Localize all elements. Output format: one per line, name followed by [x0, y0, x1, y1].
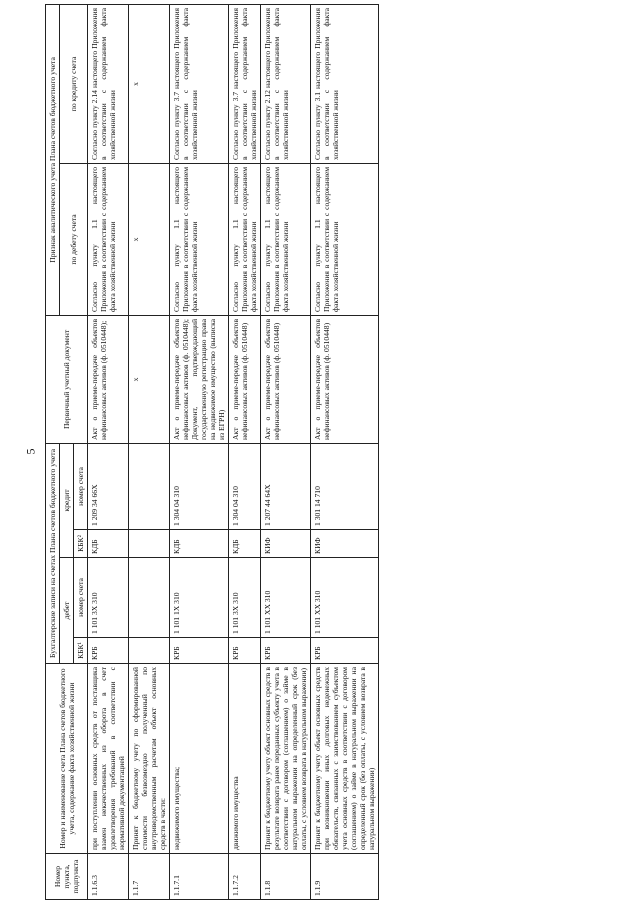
- header-sign: Признак аналитического учета Плана счетов бюджетного учета: [46, 4, 60, 315]
- header-kbk1: КБК¹: [74, 638, 88, 664]
- row-name: недвижимого имущества;: [170, 664, 229, 854]
- row-credit-sign: Согласно пункту 3.1 настоящего Приложения в соответствии с содержанием факта хозяйственной жизни: [311, 4, 379, 163]
- row-name: Принят к бюджетному учету по сформированной стоимости безвозмездно полученный по внутриведомственным расчетам объект основных средств в части:: [129, 664, 170, 854]
- row-credit-sign: х: [129, 4, 170, 163]
- row-kbk1: КРБ: [261, 638, 311, 664]
- row-debit-account: 1 101 1Х 310: [170, 558, 229, 638]
- row-debit-sign: Согласно пункту 1.1 настоящего Приложения в соответствии с содержанием факта хозяйственной жизни: [229, 163, 261, 315]
- table-row: [229, 4, 261, 899]
- row-num: 1.1.6.3: [88, 854, 129, 900]
- header-debit-account: номер счета: [74, 558, 88, 638]
- row-kbk2: КДБ: [170, 530, 229, 558]
- row-credit-sign: Согласно пункту 2.14 настоящего Приложения в соответствии с содержанием факта хозяйственной жизни: [88, 4, 129, 163]
- row-debit-account: 1 101 3Х 310: [88, 558, 129, 638]
- row-kbk1: КРБ: [170, 638, 229, 664]
- row-credit-account: 1 209 34 66Х: [88, 443, 129, 529]
- header-document: Первичный учетный документ: [46, 315, 88, 443]
- header-num: Номер пункта, подпункта: [46, 854, 88, 900]
- row-debit-sign: Согласно пункту 1.1 настоящего Приложения в соответствии с содержанием факта хозяйственной жизни: [170, 163, 229, 315]
- row-credit-account: [129, 443, 170, 529]
- row-credit-account: 1 304 04 310: [170, 443, 229, 529]
- row-credit-account: 1 207 44 64Х: [261, 443, 311, 529]
- row-name: Принят к бюджетному учету объект основных средств при возникновении иных долговых неденежных обязательств, связанных с заимствованием субъектом учета основных средств в соответствии с договором (соглашением) о займе в натуральном выражении на определенный срок (без оплаты, с условием возврата в натуральном выражении): [311, 664, 379, 854]
- row-credit-sign: Согласно пункту 3.7 настоящего Приложения в соответствии с содержанием факта хозяйственной жизни: [170, 4, 229, 163]
- row-num: 1.1.7.2: [229, 854, 261, 900]
- header-by-credit: по кредиту счета: [60, 4, 88, 163]
- header-name: Номер и наименование счета Плана счетов бюджетного учета, содержание факта хозяйственной жизни: [46, 664, 88, 854]
- row-kbk2: КИФ: [311, 530, 379, 558]
- row-debit-account: 1 101 ХХ 310: [311, 558, 379, 638]
- row-kbk2: КДБ: [229, 530, 261, 558]
- row-credit-account: 1 301 14 710: [311, 443, 379, 529]
- row-name: Принят к бюджетному учету объект основных средств в результате возврата ранее переданных субъекту учета в соответствии с договором (соглашением) о займе в натуральном выражении на определенный срок (без оплаты, с условием возврата в натуральном выражении): [261, 664, 311, 854]
- table-row: [88, 4, 129, 899]
- row-credit-account: 1 304 04 310: [229, 443, 261, 529]
- table-row: [170, 4, 229, 899]
- row-kbk1: КРБ: [311, 638, 379, 664]
- header-credit: кредит: [60, 443, 74, 557]
- row-kbk2: КИФ: [261, 530, 311, 558]
- row-name: при поступлении основных средств от поставщика взамен некачественных из оборота в счет удовлетворения требований в соответствии с нормативной документацией: [88, 664, 129, 854]
- row-kbk1: [129, 638, 170, 664]
- header-kbk2: КБК²: [74, 530, 88, 558]
- row-document: Акт о приеме-передаче объектов нефинансовых активов (ф. 0510448);: [88, 315, 129, 443]
- row-credit-sign: Согласно пункту 2.12 настоящего Приложения в соответствии с содержанием факта хозяйственной жизни: [261, 4, 311, 163]
- row-document: Акт о приеме-передаче объектов нефинансовых активов (ф. 0510448): [229, 315, 261, 443]
- header-bookkeeping: Бухгалтерские записи на счетах Плана счетов бюджетного учета: [46, 443, 60, 663]
- header-row-1: [46, 4, 60, 899]
- row-debit-account: [129, 558, 170, 638]
- row-debit-sign: Согласно пункту 1.1 настоящего Приложения в соответствии с содержанием факта хозяйственной жизни: [311, 163, 379, 315]
- header-by-debit: по дебету счета: [60, 163, 88, 315]
- row-kbk2: [129, 530, 170, 558]
- row-num: 1.1.9: [311, 854, 379, 900]
- row-document: х: [129, 315, 170, 443]
- row-num: 1.1.8: [261, 854, 311, 900]
- rotated-page: [45, 5, 607, 900]
- header-debit: дебет: [60, 558, 74, 664]
- table-row: [311, 4, 379, 899]
- table-row: [261, 4, 311, 899]
- row-credit-sign: Согласно пункту 3.7 настоящего Приложения в соответствии с содержанием факта хозяйственной жизни: [229, 4, 261, 163]
- row-num: 1.1.7: [129, 854, 170, 900]
- row-debit-account: 1 101 ХХ 310: [261, 558, 311, 638]
- row-debit-sign: Согласно пункту 1.1 настоящего Приложения в соответствии с содержанием факта хозяйственной жизни: [261, 163, 311, 315]
- row-debit-sign: х: [129, 163, 170, 315]
- row-kbk1: КРБ: [88, 638, 129, 664]
- accounting-table: [45, 4, 379, 900]
- header-credit-account: номер счета: [74, 443, 88, 529]
- page-number: 5: [23, 448, 38, 455]
- row-kbk1: КРБ: [229, 638, 261, 664]
- row-document: Акт о приеме-передаче объектов нефинансовых активов (ф. 0510448); Документ, подтверждающий государственную регистрацию права на недвижимое имущество (выписка из ЕГРН): [170, 315, 229, 443]
- rotated-table-container: [45, 5, 607, 900]
- row-name: движимого имущества: [229, 664, 261, 854]
- row-document: Акт о приеме-передаче объектов нефинансовых активов (ф. 0510448): [311, 315, 379, 443]
- row-debit-sign: Согласно пункту 1.1 настоящего Приложения в соответствии с содержанием факта хозяйственной жизни: [88, 163, 129, 315]
- row-num: 1.1.7.1: [170, 854, 229, 900]
- row-debit-account: 1 101 3Х 310: [229, 558, 261, 638]
- table-row: [129, 4, 170, 899]
- row-kbk2: КДБ: [88, 530, 129, 558]
- row-document: Акт о приеме-передаче объектов нефинансовых активов (ф. 0510448): [261, 315, 311, 443]
